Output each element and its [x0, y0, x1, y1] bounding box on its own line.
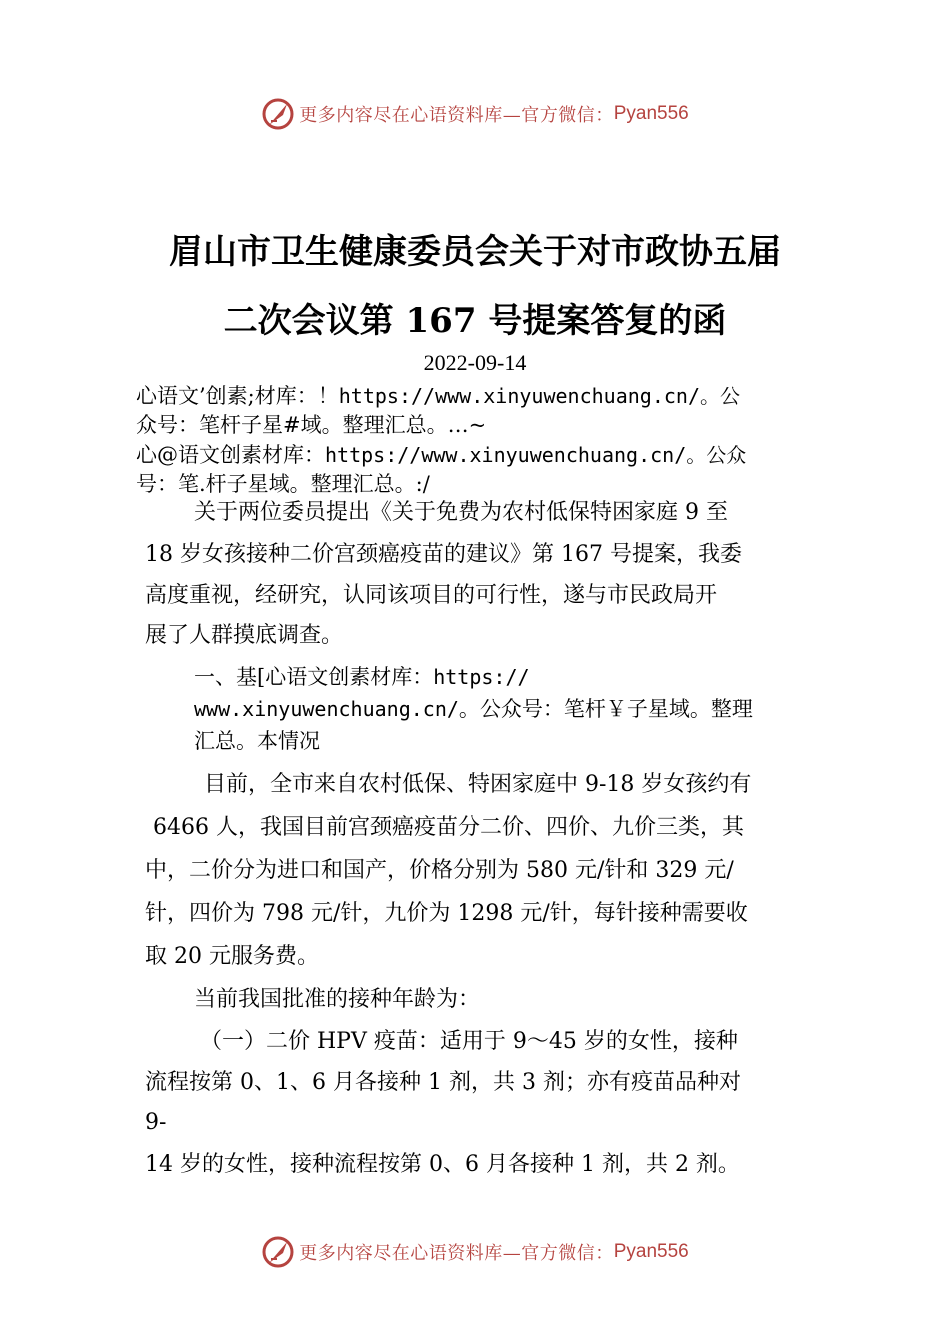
paragraph-1-line-3: 高度重视，经研究，认同该项目的可行性，遂与市民政局开	[145, 583, 718, 608]
header-banner	[0, 94, 950, 134]
banner-text: 更多内容尽在心语资料库—官方微信：	[299, 105, 614, 126]
paragraph-2-line-1: 目前，全市来自农村低保、特困家庭中 9-18 岁女孩约有	[204, 772, 752, 797]
paragraph-1-line-4: 展了人群摸底调查。	[145, 623, 344, 648]
paragraph-4-line-4: 14 岁的女性，接种流程按第 0、6 月各接种 1 剂，共 2 剂。	[145, 1152, 740, 1177]
document-title-line-2: 二次会议第 167 号提案答复的函	[223, 301, 727, 341]
section-heading-1-line-2: www.xinyuwenchuang.cn/。公众号：笔杆￥子星域。整理	[194, 697, 753, 721]
paragraph-4-line-3: 9-	[145, 1110, 167, 1135]
quill-logo-icon	[261, 1235, 295, 1269]
paragraph-4-line-2: 流程按第 0、1、6 月各接种 1 剂，共 3 剂；亦有疫苗品种对	[145, 1070, 741, 1095]
footer-banner	[0, 1232, 950, 1272]
banner-wechat-id: Pyan556	[613, 103, 689, 124]
paragraph-2-line-3: 中，二价分为进口和国产，价格分别为 580 元/针和 329 元/	[145, 858, 734, 883]
section-heading-1-line-1: 一、基[心语文创素材库：https://	[194, 665, 530, 689]
banner-wechat-id: Pyan556	[613, 1241, 689, 1262]
watermark-line-4: 号：笔.杆子星域。整理汇总。:/	[136, 472, 430, 496]
paragraph-3-line-1: 当前我国批准的接种年龄为：	[194, 987, 481, 1012]
section-heading-1-line-3: 汇总。本情况	[194, 729, 320, 753]
paragraph-4-line-1: （一）二价 HPV 疫苗：适用于 9～45 岁的女性，接种	[200, 1029, 738, 1054]
watermark-line-1: 心语文’创素;材库：！https://www.xinyuwenchuang.cn/。公	[136, 384, 740, 408]
document-date: 2022-09-14	[423, 350, 527, 375]
watermark-line-2: 众号：笔杆子星#域。整理汇总。…~	[136, 413, 487, 437]
document-title-line-1: 眉山市卫生健康委员会关于对市政协五届	[169, 232, 781, 272]
paragraph-2-line-2: 6466 人，我国目前宫颈癌疫苗分二价、四价、九价三类，其	[153, 815, 744, 840]
paragraph-2-line-4: 针，四价为 798 元/针，九价为 1298 元/针，每针接种需要收	[145, 901, 748, 926]
quill-logo-icon	[261, 97, 295, 131]
paragraph-1-line-1: 关于两位委员提出《关于免费为农村低保特困家庭 9 至	[194, 500, 728, 525]
paragraph-1-line-2: 18 岁女孩接种二价宫颈癌疫苗的建议》第 167 号提案，我委	[145, 542, 742, 567]
paragraph-2-line-5: 取 20 元服务费。	[145, 944, 319, 969]
watermark-line-3: 心@语文创素材库：https://www.xinyuwenchuang.cn/。公众	[136, 443, 747, 467]
banner-text: 更多内容尽在心语资料库—官方微信：	[299, 1243, 614, 1264]
